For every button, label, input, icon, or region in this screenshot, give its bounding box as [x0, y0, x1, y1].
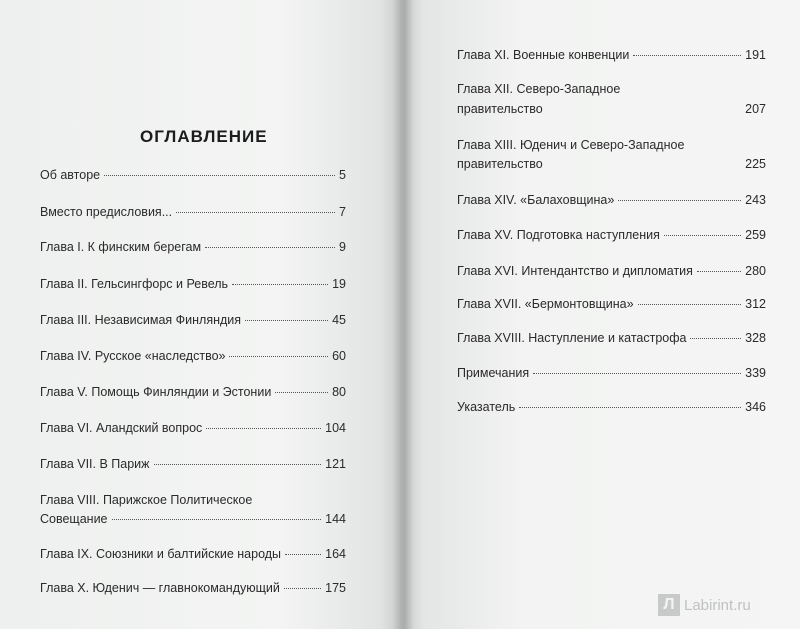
- toc-entry-page: 9: [339, 240, 346, 254]
- toc-entry-page: 121: [325, 457, 346, 471]
- toc-entry-page: 104: [325, 421, 346, 435]
- toc-entry: [40, 385, 346, 399]
- toc-entry-page: 45: [332, 313, 346, 327]
- toc-entry-title: Глава V. Помощь Финляндии и Эстонии: [40, 385, 272, 399]
- toc-entry: [40, 512, 346, 526]
- toc-heading: ОГЛАВЛЕНИЕ: [140, 127, 268, 146]
- leader-dots: [618, 199, 741, 201]
- toc-entry: [457, 366, 766, 380]
- toc-entry: [40, 205, 346, 219]
- leader-dots: [245, 319, 328, 321]
- leader-dots: [232, 283, 328, 285]
- toc-entry-page: 5: [339, 168, 346, 182]
- leader-dots: [285, 553, 321, 555]
- toc-entry-title: Глава XVI. Интендантство и дипломатия: [457, 264, 693, 278]
- toc-entry: [40, 421, 346, 435]
- toc-entry-title: Глава IX. Союзники и балтийские народы: [40, 547, 282, 561]
- leader-dots: [275, 391, 328, 393]
- toc-entry: [40, 277, 346, 291]
- toc-entry: [40, 457, 346, 471]
- leader-dots: [206, 427, 321, 429]
- leader-dots: [664, 234, 741, 236]
- leader-dots: [112, 518, 322, 520]
- toc-entry-title: Вместо предисловия...: [40, 205, 173, 219]
- toc-entry-title: Глава VI. Аландский вопрос: [40, 421, 203, 435]
- leader-dots: [633, 54, 741, 56]
- toc-entry: [457, 264, 766, 278]
- toc-entry-title: Глава XV. Подготовка наступления: [457, 228, 660, 242]
- leader-dots: [176, 211, 335, 213]
- leader-dots: [533, 372, 741, 374]
- toc-entry-title: Глава XIV. «Балаховщина»: [457, 193, 615, 207]
- toc-entry-page: 339: [745, 366, 766, 380]
- toc-entry-title: Глава XVIII. Наступление и катастрофа: [457, 331, 687, 345]
- toc-entry-title: Глава I. К финским берегам: [40, 240, 202, 254]
- toc-entry: [40, 581, 346, 595]
- toc-entry: [457, 193, 766, 207]
- leader-dots: [205, 246, 335, 248]
- toc-entry-page: 144: [325, 512, 346, 526]
- toc-entry: [457, 400, 766, 414]
- watermark-text: Labirint.ru: [684, 596, 751, 614]
- toc-entry-title: Глава XVII. «Бермонтовщина»: [457, 297, 634, 311]
- labirint-watermark: [658, 594, 751, 616]
- toc-entry-page: 60: [332, 349, 346, 363]
- toc-entry-title: Глава II. Гельсингфорс и Ревель: [40, 277, 229, 291]
- toc-entry: [40, 313, 346, 327]
- leader-dots: [519, 406, 741, 408]
- toc-entry-title: Совещание: [40, 512, 108, 526]
- toc-entry-page: 19: [332, 277, 346, 291]
- toc-entry-page: 243: [745, 193, 766, 207]
- toc-entry-page: 346: [745, 400, 766, 414]
- leader-dots: [547, 163, 741, 165]
- toc-entry-page: 7: [339, 205, 346, 219]
- toc-entry-page: 280: [745, 264, 766, 278]
- toc-entry-title: правительство: [457, 157, 543, 171]
- toc-entry-title: Примечания: [457, 366, 530, 380]
- toc-entry: [40, 168, 346, 182]
- toc-entry: [457, 157, 766, 171]
- toc-entry-title: Указатель: [457, 400, 516, 414]
- toc-entry: [40, 547, 346, 561]
- leader-dots: [697, 270, 741, 272]
- toc-entry-page: 80: [332, 385, 346, 399]
- book-gutter: [392, 0, 414, 629]
- toc-entry-title: Глава X. Юденич — главнокомандующий: [40, 581, 280, 595]
- toc-entry-title-line1: Глава VIII. Парижское Политическое: [40, 493, 253, 507]
- toc-entry: [457, 48, 766, 62]
- leader-dots: [229, 355, 328, 357]
- toc-entry-title-line1: Глава XIII. Юденич и Северо-Западное: [457, 138, 685, 152]
- toc-entry-page: 312: [745, 297, 766, 311]
- leader-dots: [690, 337, 741, 339]
- toc-entry: [457, 297, 766, 311]
- toc-entry-title-line1: Глава XII. Северо-Западное: [457, 82, 621, 96]
- leader-dots: [284, 587, 321, 589]
- labirint-logo-icon: Л: [658, 594, 680, 616]
- toc-entry: [457, 102, 766, 116]
- toc-entry-title: правительство: [457, 102, 543, 116]
- toc-entry-title: Глава XI. Военные конвенции: [457, 48, 630, 62]
- toc-entry-title: Глава III. Независимая Финляндия: [40, 313, 242, 327]
- toc-entry-page: 259: [745, 228, 766, 242]
- toc-entry: [40, 240, 346, 254]
- toc-entry-title: Глава VII. В Париж: [40, 457, 150, 471]
- toc-entry-page: 191: [745, 48, 766, 62]
- leader-dots: [638, 303, 742, 305]
- toc-entry: [457, 331, 766, 345]
- toc-entry-page: 164: [325, 547, 346, 561]
- leader-dots: [547, 108, 741, 110]
- toc-entry: [457, 228, 766, 242]
- toc-entry-page: 225: [745, 157, 766, 171]
- toc-entry-page: 328: [745, 331, 766, 345]
- toc-entry-page: 207: [745, 102, 766, 116]
- toc-entry-page: 175: [325, 581, 346, 595]
- toc-entry: [40, 349, 346, 363]
- toc-entry-title: Об авторе: [40, 168, 101, 182]
- toc-entry-title: Глава IV. Русское «наследство»: [40, 349, 226, 363]
- leader-dots: [154, 463, 322, 465]
- leader-dots: [104, 174, 335, 176]
